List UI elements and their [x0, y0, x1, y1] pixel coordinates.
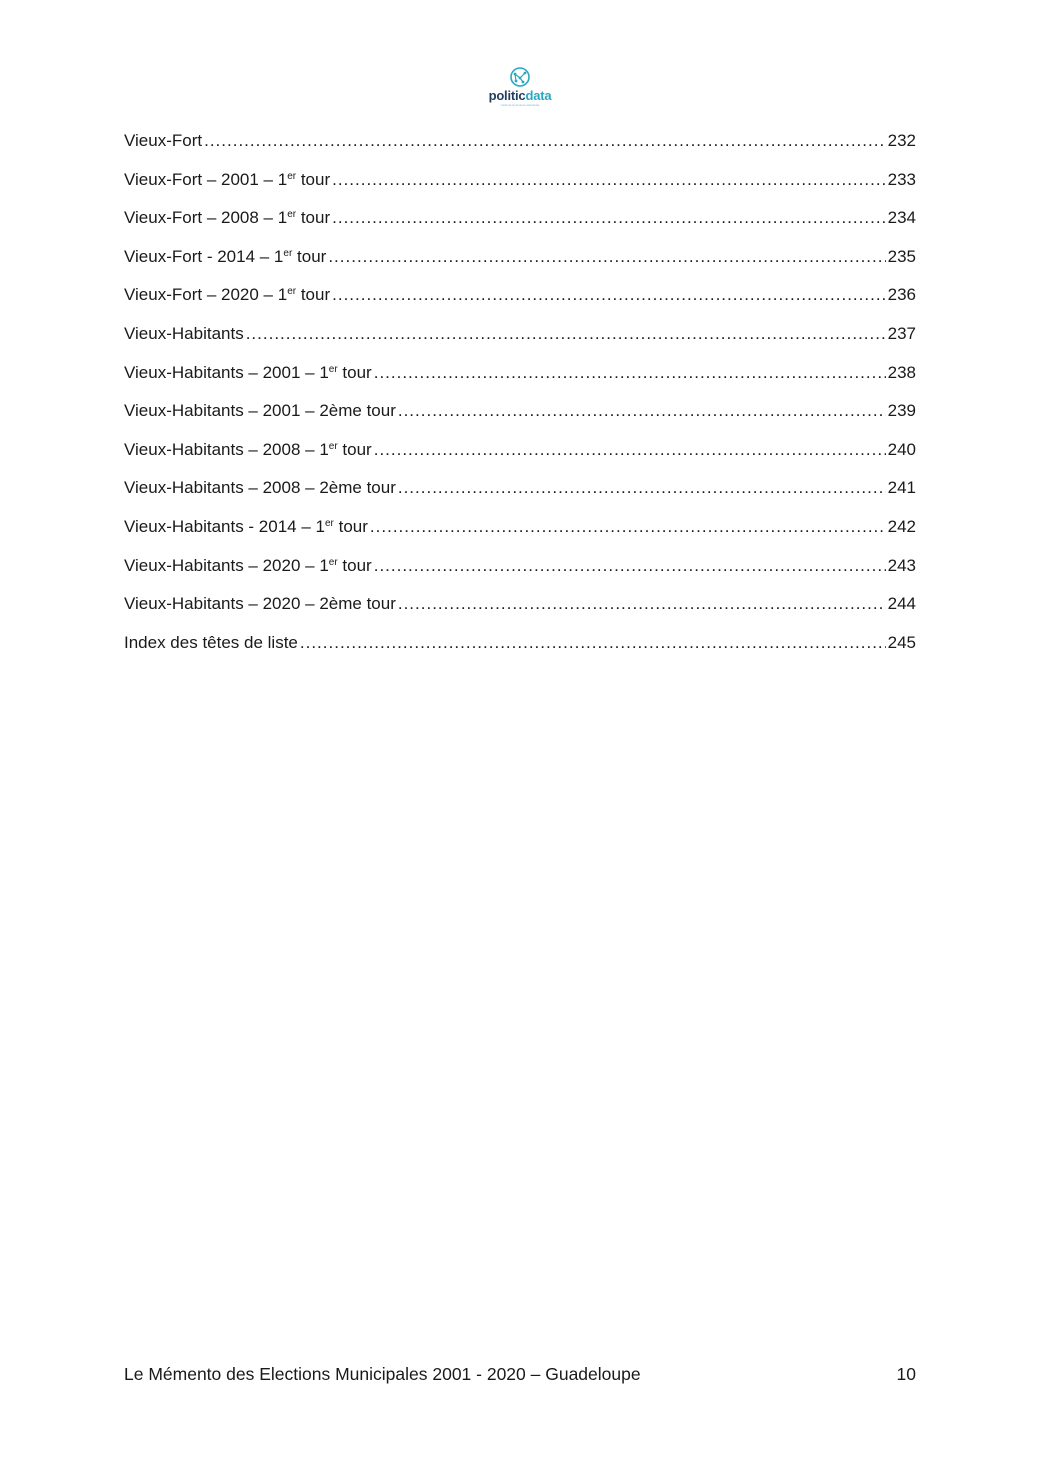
toc-entry-title: Vieux-Habitants – 2001 – 2ème tour — [124, 401, 396, 421]
toc-entry-page: 242 — [887, 516, 916, 536]
toc-dot-leader — [374, 431, 886, 470]
toc-entry-title: Vieux-Habitants – 2001 – 1er tour — [124, 362, 372, 382]
toc-entry[interactable] — [124, 431, 916, 470]
toc-entry[interactable] — [124, 508, 916, 547]
toc-dot-leader — [332, 276, 886, 315]
toc-entry[interactable] — [124, 392, 916, 431]
toc-entry[interactable] — [124, 276, 916, 315]
toc-dot-leader — [398, 585, 886, 624]
toc-entry-title: Vieux-Habitants - 2014 – 1er tour — [124, 516, 368, 536]
toc-entry[interactable] — [124, 354, 916, 393]
logo-wordmark — [470, 89, 570, 103]
toc-entry[interactable] — [124, 547, 916, 586]
toc-entry-page: 239 — [887, 401, 916, 421]
toc-entry-page: 233 — [887, 169, 916, 189]
toc-entry-title: Vieux-Fort – 2001 – 1er tour — [124, 169, 331, 189]
toc-entry[interactable] — [124, 585, 916, 624]
politicdata-logo — [470, 66, 570, 112]
toc-entry-title: Index des têtes de liste — [124, 632, 298, 652]
toc-entry[interactable] — [124, 161, 916, 200]
toc-entry-page: 238 — [887, 362, 916, 382]
network-globe-icon — [509, 66, 531, 88]
toc-entry-page: 244 — [887, 594, 916, 614]
toc-entry[interactable] — [124, 469, 916, 508]
toc-dot-leader — [332, 199, 886, 238]
toc-entry-title: Vieux-Habitants – 2008 – 2ème tour — [124, 478, 396, 498]
footer-page-number: 10 — [896, 1364, 916, 1384]
toc-entry-title: Vieux-Fort - 2014 – 1er tour — [124, 246, 327, 266]
page-footer — [124, 1364, 916, 1385]
toc-dot-leader — [370, 508, 886, 547]
toc-entry[interactable] — [124, 238, 916, 277]
toc-entry-title: Vieux-Fort – 2020 – 1er tour — [124, 285, 331, 305]
table-of-contents — [124, 122, 916, 662]
toc-entry[interactable] — [124, 122, 916, 161]
toc-entry-page: 232 — [887, 131, 916, 150]
toc-entry-page: 241 — [887, 478, 916, 498]
logo-word-part1: politic — [488, 88, 526, 103]
footer-document-title: Le Mémento des Elections Municipales 2001 - 2020 – Guadeloupe — [124, 1364, 641, 1384]
toc-entry[interactable] — [124, 199, 916, 238]
toc-entry-title: Vieux-Habitants – 2020 – 1er tour — [124, 555, 372, 575]
toc-dot-leader — [204, 122, 886, 161]
toc-dot-leader — [374, 354, 886, 393]
toc-dot-leader — [332, 161, 886, 200]
toc-entry-page: 235 — [887, 246, 916, 266]
toc-dot-leader — [246, 315, 886, 354]
toc-entry-page: 243 — [887, 555, 916, 575]
toc-dot-leader — [398, 392, 886, 431]
toc-entry-title: Vieux-Fort — [124, 131, 203, 150]
toc-entry[interactable] — [124, 315, 916, 354]
logo-word-part2: data — [525, 88, 552, 103]
toc-entry-title: Vieux-Habitants — [124, 323, 244, 343]
toc-entry-title: Vieux-Habitants – 2020 – 2ème tour — [124, 594, 396, 614]
logo-tagline: l'outil de la donnée électorale — [500, 103, 540, 107]
toc-entry-page: 237 — [887, 323, 916, 343]
toc-dot-leader — [398, 469, 886, 508]
toc-dot-leader — [328, 238, 885, 277]
toc-entry-page: 240 — [887, 439, 916, 459]
toc-entry[interactable] — [124, 624, 916, 663]
toc-dot-leader — [300, 624, 886, 663]
toc-entry-page: 245 — [887, 632, 916, 652]
toc-entry-page: 236 — [887, 285, 916, 305]
toc-entry-page: 234 — [887, 208, 916, 228]
toc-dot-leader — [374, 547, 886, 586]
toc-entry-title: Vieux-Habitants – 2008 – 1er tour — [124, 439, 372, 459]
toc-entry-title: Vieux-Fort – 2008 – 1er tour — [124, 208, 331, 228]
